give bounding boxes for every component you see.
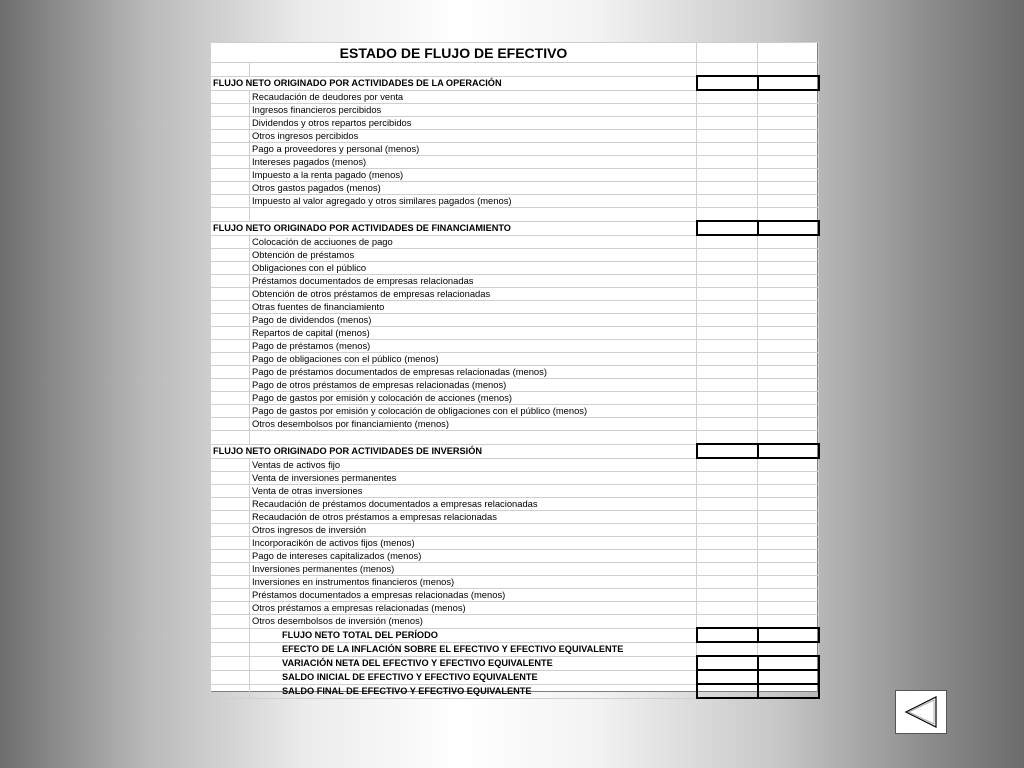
value-cell bbox=[697, 235, 758, 249]
total-value-cell bbox=[697, 656, 758, 670]
line-item-row bbox=[211, 615, 819, 629]
cell bbox=[211, 117, 250, 130]
line-item-label: Venta de inversiones permanentes bbox=[250, 472, 697, 485]
value-cell bbox=[697, 249, 758, 262]
value-cell bbox=[758, 314, 819, 327]
line-item-label: Otros desembolsos de inversión (menos) bbox=[250, 615, 697, 629]
value-cell bbox=[758, 537, 819, 550]
line-item-row bbox=[211, 379, 819, 392]
value-cell bbox=[697, 169, 758, 182]
total-row bbox=[211, 628, 819, 642]
line-item-label: Inversiones en instrumentos financieros (menos) bbox=[250, 576, 697, 589]
total-row bbox=[211, 642, 819, 656]
line-item-label: Recaudación de préstamos documentados a empresas relacionadas bbox=[250, 498, 697, 511]
line-item-row bbox=[211, 418, 819, 431]
cell bbox=[211, 392, 250, 405]
cell bbox=[758, 63, 819, 77]
value-cell bbox=[697, 485, 758, 498]
line-item-label: Otros ingresos percibidos bbox=[250, 130, 697, 143]
line-item-label: Dividendos y otros repartos percibidos bbox=[250, 117, 697, 130]
value-cell bbox=[758, 418, 819, 431]
line-item-row bbox=[211, 550, 819, 563]
value-cell bbox=[697, 275, 758, 288]
cell bbox=[211, 656, 250, 670]
value-cell bbox=[697, 379, 758, 392]
statement-title: ESTADO DE FLUJO DE EFECTIVO bbox=[211, 43, 697, 63]
cell bbox=[211, 262, 250, 275]
cell bbox=[697, 43, 758, 63]
line-item-label: Incorporacikón de activos fijos (menos) bbox=[250, 537, 697, 550]
cell bbox=[758, 208, 819, 222]
value-cell bbox=[758, 301, 819, 314]
cell bbox=[211, 104, 250, 117]
cell bbox=[211, 628, 250, 642]
value-cell bbox=[697, 301, 758, 314]
cell bbox=[211, 169, 250, 182]
cell bbox=[211, 208, 250, 222]
value-cell bbox=[758, 602, 819, 615]
back-button[interactable] bbox=[895, 690, 947, 734]
line-item-label: Pago de otros préstamos de empresas relacionadas (menos) bbox=[250, 379, 697, 392]
cell bbox=[211, 550, 250, 563]
value-cell bbox=[758, 104, 819, 117]
cell bbox=[697, 63, 758, 77]
line-item-row bbox=[211, 169, 819, 182]
value-cell bbox=[758, 262, 819, 275]
line-item-row bbox=[211, 104, 819, 117]
line-item-row bbox=[211, 130, 819, 143]
total-row bbox=[211, 670, 819, 684]
cell bbox=[211, 615, 250, 629]
value-cell bbox=[758, 195, 819, 208]
cell bbox=[211, 418, 250, 431]
section-value-box bbox=[758, 221, 819, 235]
cell bbox=[211, 563, 250, 576]
line-item-row bbox=[211, 301, 819, 314]
value-cell bbox=[758, 458, 819, 472]
cell bbox=[211, 485, 250, 498]
cash-flow-statement-sheet bbox=[210, 42, 818, 696]
line-item-row bbox=[211, 117, 819, 130]
line-item-row bbox=[211, 524, 819, 537]
line-item-label: Venta de otras inversiones bbox=[250, 485, 697, 498]
value-cell bbox=[758, 366, 819, 379]
line-item-row bbox=[211, 511, 819, 524]
value-cell bbox=[758, 485, 819, 498]
line-item-label: Recaudación de deudores por venta bbox=[250, 90, 697, 104]
cell bbox=[250, 63, 697, 77]
value-cell bbox=[697, 314, 758, 327]
value-cell bbox=[697, 498, 758, 511]
line-item-row bbox=[211, 498, 819, 511]
line-item-row bbox=[211, 195, 819, 208]
line-item-row bbox=[211, 405, 819, 418]
cell bbox=[697, 208, 758, 222]
line-item-row bbox=[211, 182, 819, 195]
cell bbox=[211, 353, 250, 366]
value-cell bbox=[697, 524, 758, 537]
line-item-row bbox=[211, 314, 819, 327]
value-cell bbox=[697, 602, 758, 615]
value-cell bbox=[758, 117, 819, 130]
value-cell bbox=[697, 550, 758, 563]
value-cell bbox=[758, 182, 819, 195]
value-cell bbox=[758, 130, 819, 143]
total-value-cell bbox=[758, 642, 819, 656]
value-cell bbox=[697, 288, 758, 301]
cell bbox=[211, 182, 250, 195]
total-value-cell bbox=[758, 628, 819, 642]
line-item-label: Otros ingresos de inversión bbox=[250, 524, 697, 537]
line-item-label: Pago de intereses capitalizados (menos) bbox=[250, 550, 697, 563]
value-cell bbox=[758, 169, 819, 182]
section-value-box bbox=[697, 221, 758, 235]
line-item-label: Pago de gastos por emisión y colocación de obligaciones con el público (menos) bbox=[250, 405, 697, 418]
total-label: FLUJO NETO TOTAL DEL PERÍODO bbox=[250, 628, 697, 642]
cell bbox=[211, 472, 250, 485]
value-cell bbox=[697, 117, 758, 130]
section-header: FLUJO NETO ORIGINADO POR ACTIVIDADES DE INVERSIÓN bbox=[211, 444, 697, 458]
line-item-row bbox=[211, 602, 819, 615]
cell bbox=[211, 130, 250, 143]
cell bbox=[758, 43, 819, 63]
cash-flow-table bbox=[210, 42, 820, 699]
spacer-row bbox=[211, 63, 819, 77]
cell bbox=[211, 366, 250, 379]
total-row bbox=[211, 656, 819, 670]
section-header-row bbox=[211, 444, 819, 458]
total-row bbox=[211, 684, 819, 698]
triangle-left-icon bbox=[900, 695, 942, 729]
total-label: SALDO FINAL DE EFECTIVO Y EFECTIVO EQUIVALENTE bbox=[250, 684, 697, 698]
line-item-label: Préstamos documentados a empresas relacionadas (menos) bbox=[250, 589, 697, 602]
value-cell bbox=[697, 563, 758, 576]
line-item-label: Obtención de otros préstamos de empresas relacionadas bbox=[250, 288, 697, 301]
cell bbox=[211, 63, 250, 77]
line-item-label: Pago a proveedores y personal (menos) bbox=[250, 143, 697, 156]
total-label: EFECTO DE LA INFLACIÓN SOBRE EL EFECTIVO Y EFECTIVO EQUIVALENTE bbox=[250, 642, 697, 656]
cell bbox=[211, 511, 250, 524]
value-cell bbox=[697, 143, 758, 156]
spacer-row bbox=[211, 208, 819, 222]
value-cell bbox=[697, 340, 758, 353]
value-cell bbox=[697, 182, 758, 195]
value-cell bbox=[697, 589, 758, 602]
value-cell bbox=[758, 563, 819, 576]
value-cell bbox=[758, 498, 819, 511]
line-item-row bbox=[211, 235, 819, 249]
line-item-label: Otros gastos pagados (menos) bbox=[250, 182, 697, 195]
value-cell bbox=[758, 550, 819, 563]
value-cell bbox=[758, 472, 819, 485]
line-item-row bbox=[211, 327, 819, 340]
line-item-row bbox=[211, 353, 819, 366]
line-item-label: Pago de obligaciones con el público (menos) bbox=[250, 353, 697, 366]
value-cell bbox=[758, 353, 819, 366]
cell bbox=[211, 524, 250, 537]
line-item-label: Impuesto a la renta pagado (menos) bbox=[250, 169, 697, 182]
value-cell bbox=[758, 576, 819, 589]
value-cell bbox=[758, 143, 819, 156]
value-cell bbox=[758, 589, 819, 602]
cell bbox=[250, 208, 697, 222]
cell bbox=[211, 405, 250, 418]
value-cell bbox=[758, 249, 819, 262]
section-value-box bbox=[758, 444, 819, 458]
value-cell bbox=[758, 327, 819, 340]
total-label: SALDO INICIAL DE EFECTIVO Y EFECTIVO EQUIVALENTE bbox=[250, 670, 697, 684]
value-cell bbox=[697, 576, 758, 589]
line-item-row bbox=[211, 458, 819, 472]
value-cell bbox=[758, 511, 819, 524]
total-value-cell bbox=[697, 642, 758, 656]
value-cell bbox=[697, 366, 758, 379]
line-item-label: Otros desembolsos por financiamiento (menos) bbox=[250, 418, 697, 431]
section-value-box bbox=[758, 76, 819, 90]
value-cell bbox=[758, 288, 819, 301]
value-cell bbox=[697, 392, 758, 405]
line-item-row bbox=[211, 589, 819, 602]
value-cell bbox=[758, 156, 819, 169]
line-item-label: Otros préstamos a empresas relacionadas (menos) bbox=[250, 602, 697, 615]
line-item-label: Obtención de préstamos bbox=[250, 249, 697, 262]
value-cell bbox=[697, 405, 758, 418]
value-cell bbox=[758, 405, 819, 418]
line-item-label: Repartos de capital (menos) bbox=[250, 327, 697, 340]
line-item-row bbox=[211, 249, 819, 262]
value-cell bbox=[697, 537, 758, 550]
cell bbox=[211, 143, 250, 156]
cell bbox=[211, 327, 250, 340]
cell bbox=[211, 156, 250, 169]
title-row bbox=[211, 43, 819, 63]
line-item-row bbox=[211, 537, 819, 550]
cell bbox=[211, 195, 250, 208]
value-cell bbox=[697, 353, 758, 366]
spacer-row bbox=[211, 431, 819, 445]
cell bbox=[211, 602, 250, 615]
line-item-row bbox=[211, 472, 819, 485]
total-value-cell bbox=[697, 670, 758, 684]
cell bbox=[211, 314, 250, 327]
line-item-label: Impuesto al valor agregado y otros similares pagados (menos) bbox=[250, 195, 697, 208]
total-value-cell bbox=[758, 656, 819, 670]
cell bbox=[758, 431, 819, 445]
value-cell bbox=[697, 130, 758, 143]
total-value-cell bbox=[758, 670, 819, 684]
line-item-row bbox=[211, 262, 819, 275]
line-item-row bbox=[211, 275, 819, 288]
line-item-label: Ingresos financieros percibidos bbox=[250, 104, 697, 117]
line-item-row bbox=[211, 485, 819, 498]
value-cell bbox=[697, 90, 758, 104]
cell bbox=[211, 288, 250, 301]
line-item-label: Colocación de acciuones de pago bbox=[250, 235, 697, 249]
cell bbox=[211, 589, 250, 602]
cell bbox=[211, 235, 250, 249]
line-item-row bbox=[211, 366, 819, 379]
section-value-box bbox=[697, 444, 758, 458]
line-item-row bbox=[211, 563, 819, 576]
value-cell bbox=[697, 511, 758, 524]
line-item-label: Pago de gastos por emisión y colocación de acciones (menos) bbox=[250, 392, 697, 405]
line-item-label: Inversiones permanentes (menos) bbox=[250, 563, 697, 576]
line-item-label: Obligaciones con el público bbox=[250, 262, 697, 275]
cell bbox=[211, 431, 250, 445]
cell bbox=[211, 498, 250, 511]
value-cell bbox=[697, 104, 758, 117]
cell bbox=[211, 275, 250, 288]
value-cell bbox=[758, 235, 819, 249]
cell bbox=[211, 537, 250, 550]
cell bbox=[211, 642, 250, 656]
value-cell bbox=[758, 524, 819, 537]
total-value-cell bbox=[697, 684, 758, 698]
section-value-box bbox=[697, 76, 758, 90]
line-item-label: Recaudación de otros préstamos a empresas relacionadas bbox=[250, 511, 697, 524]
line-item-row bbox=[211, 288, 819, 301]
line-item-row bbox=[211, 90, 819, 104]
section-header: FLUJO NETO ORIGINADO POR ACTIVIDADES DE LA OPERACIÓN bbox=[211, 76, 697, 90]
line-item-label: Intereses pagados (menos) bbox=[250, 156, 697, 169]
value-cell bbox=[697, 262, 758, 275]
line-item-label: Otras fuentes de financiamiento bbox=[250, 301, 697, 314]
total-value-cell bbox=[758, 684, 819, 698]
line-item-label: Pago de préstamos documentados de empresas relacionadas (menos) bbox=[250, 366, 697, 379]
value-cell bbox=[697, 472, 758, 485]
cell bbox=[211, 576, 250, 589]
line-item-row bbox=[211, 576, 819, 589]
value-cell bbox=[697, 156, 758, 169]
value-cell bbox=[758, 275, 819, 288]
line-item-row bbox=[211, 392, 819, 405]
value-cell bbox=[697, 458, 758, 472]
cell bbox=[697, 431, 758, 445]
cell bbox=[211, 684, 250, 698]
total-label: VARIACIÓN NETA DEL EFECTIVO Y EFECTIVO EQUIVALENTE bbox=[250, 656, 697, 670]
value-cell bbox=[697, 327, 758, 340]
cell bbox=[211, 340, 250, 353]
line-item-label: Ventas de activos fijo bbox=[250, 458, 697, 472]
value-cell bbox=[758, 615, 819, 629]
line-item-row bbox=[211, 340, 819, 353]
value-cell bbox=[758, 340, 819, 353]
line-item-label: Pago de dividendos (menos) bbox=[250, 314, 697, 327]
value-cell bbox=[758, 379, 819, 392]
line-item-label: Pago de préstamos (menos) bbox=[250, 340, 697, 353]
value-cell bbox=[758, 392, 819, 405]
line-item-row bbox=[211, 143, 819, 156]
cell bbox=[211, 249, 250, 262]
total-value-cell bbox=[697, 628, 758, 642]
value-cell bbox=[697, 615, 758, 629]
section-header-row bbox=[211, 76, 819, 90]
cell bbox=[211, 379, 250, 392]
cell bbox=[211, 458, 250, 472]
cell bbox=[211, 301, 250, 314]
line-item-label: Préstamos documentados de empresas relacionadas bbox=[250, 275, 697, 288]
cell bbox=[211, 670, 250, 684]
line-item-row bbox=[211, 156, 819, 169]
section-header: FLUJO NETO ORIGINADO POR ACTIVIDADES DE FINANCIAMIENTO bbox=[211, 221, 697, 235]
section-header-row bbox=[211, 221, 819, 235]
value-cell bbox=[758, 90, 819, 104]
value-cell bbox=[697, 418, 758, 431]
value-cell bbox=[697, 195, 758, 208]
cell bbox=[250, 431, 697, 445]
cell bbox=[211, 90, 250, 104]
